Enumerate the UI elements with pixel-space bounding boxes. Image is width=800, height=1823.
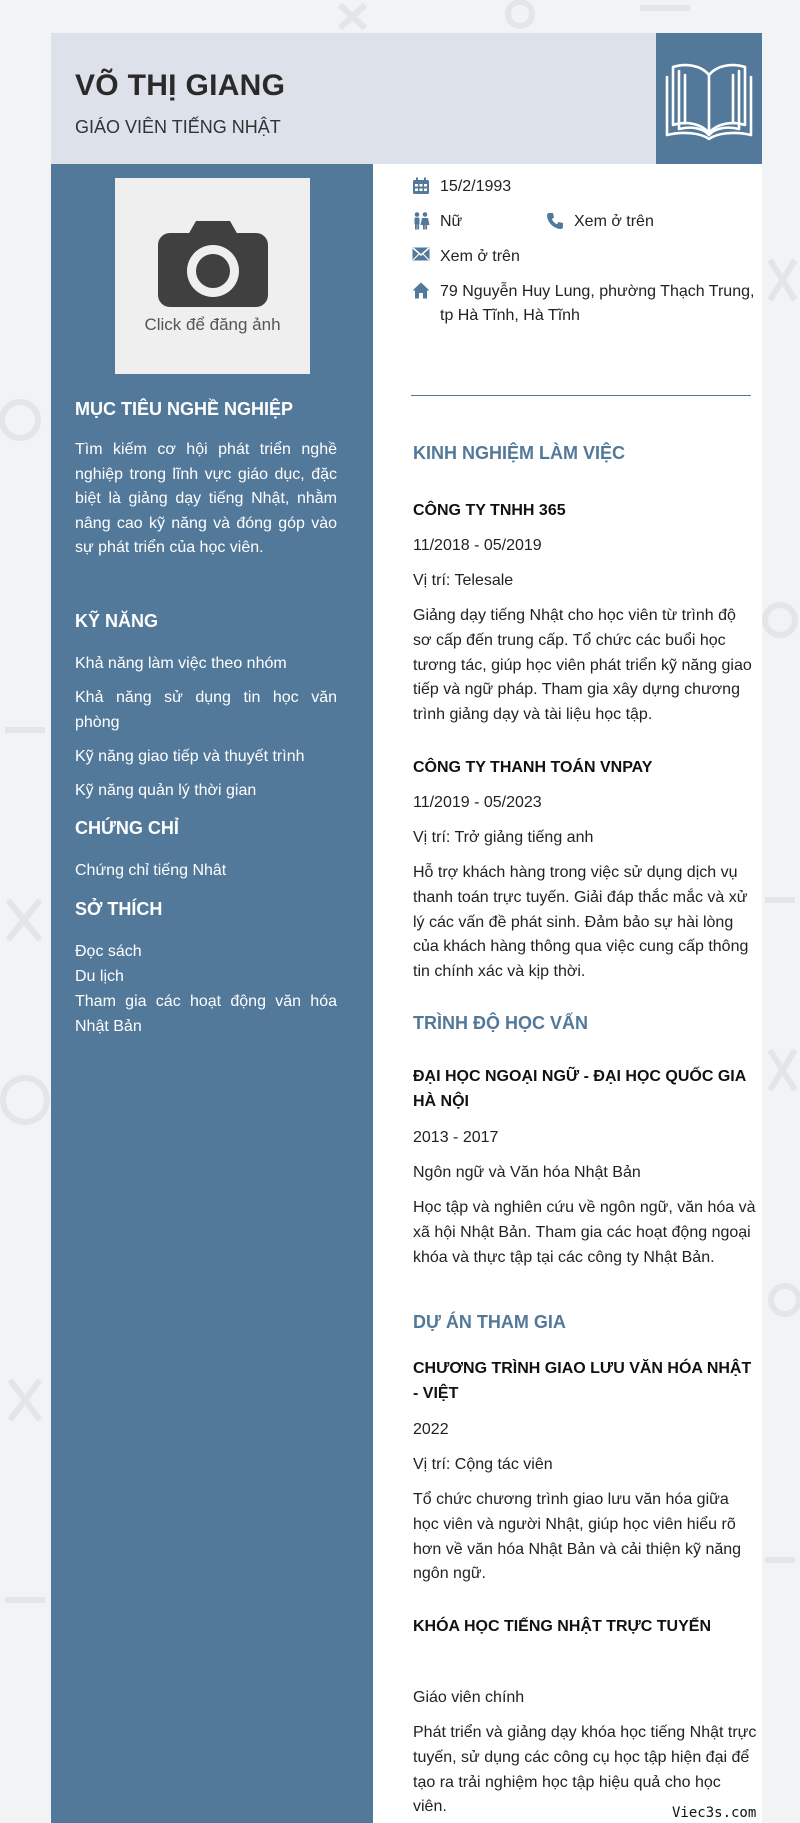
skill-item[interactable]: Kỹ năng giao tiếp và thuyết trình bbox=[75, 748, 305, 765]
candidate-job-title[interactable]: GIÁO VIÊN TIẾNG NHẬT bbox=[75, 117, 281, 137]
education-heading: TRÌNH ĐỘ HỌC VẤN bbox=[413, 1013, 588, 1033]
projects-heading: DỰ ÁN THAM GIA bbox=[413, 1312, 566, 1332]
experience-description[interactable]: Giảng dạy tiếng Nhật cho học viên từ trình độ sơ cấp đến trung cấp. Tổ chức các buổi học tương tác, giúp học viên phát triển kỹ năng giao tiếp và ngữ pháp. Tham gia xây dựng chương trình giảng dạy và tài liệu học tập. bbox=[413, 607, 752, 724]
calendar-icon bbox=[411, 175, 431, 195]
objective-heading: MỤC TIÊU NGHỀ NGHIỆP bbox=[75, 399, 294, 419]
camera-icon bbox=[154, 217, 272, 309]
cv-page bbox=[51, 33, 762, 1823]
hobby-item[interactable]: Đọc sách bbox=[75, 943, 142, 960]
candidate-name[interactable]: VÕ THỊ GIANG bbox=[75, 69, 286, 102]
header-logo bbox=[656, 33, 762, 164]
objective-text[interactable]: Tìm kiếm cơ hội phát triển nghề nghiệp trong lĩnh vực giáo dục, đặc biệt là giảng dạy tiếng Nhật, nhằm nâng cao kỹ năng và đóng góp vào sự phát triển của học viên. bbox=[75, 441, 337, 556]
open-book-icon bbox=[663, 53, 755, 145]
skill-item[interactable]: Kỹ năng quản lý thời gian bbox=[75, 782, 257, 799]
experience-position[interactable]: Vị trí: Trở giảng tiếng anh bbox=[413, 829, 594, 846]
project-year[interactable]: 2022 bbox=[413, 1421, 449, 1438]
experience-heading: KINH NGHIỆM LÀM VIỆC bbox=[413, 443, 626, 463]
envelope-icon bbox=[411, 245, 431, 261]
experience-company[interactable]: CÔNG TY THANH TOÁN VNPAY bbox=[413, 759, 653, 776]
project-name[interactable]: KHÓA HỌC TIẾNG NHẬT TRỰC TUYẾN bbox=[413, 1618, 712, 1635]
education-school[interactable]: ĐẠI HỌC NGOẠI NGỮ - ĐẠI HỌC QUỐC GIA HÀ NỘI bbox=[413, 1068, 746, 1110]
address-row bbox=[411, 280, 756, 328]
contact-divider bbox=[411, 395, 751, 396]
education-period[interactable]: 2013 - 2017 bbox=[413, 1129, 499, 1146]
email-row bbox=[411, 245, 520, 269]
certificate-item[interactable]: Chứng chỉ tiếng Nhât bbox=[75, 862, 227, 879]
address-value[interactable]: 79 Nguyễn Huy Lung, phường Thạch Trung, tp Hà Tĩnh, Hà Tĩnh bbox=[440, 283, 755, 324]
hobby-item[interactable]: Tham gia các hoạt động văn hóa Nhật Bản bbox=[75, 993, 337, 1035]
experience-period[interactable]: 11/2018 - 05/2019 bbox=[413, 537, 542, 554]
hobby-item[interactable]: Du lịch bbox=[75, 968, 124, 985]
birthday-row bbox=[411, 175, 511, 199]
phone-value[interactable]: Xem ở trên bbox=[574, 213, 654, 230]
experience-position[interactable]: Vị trí: Telesale bbox=[413, 572, 514, 589]
birthday-value[interactable]: 15/2/1993 bbox=[440, 178, 512, 195]
project-description[interactable]: Phát triển và giảng dạy khóa học tiếng Nhật trực tuyến, sử dụng các công cụ học tập hiện đại để tạo ra trải nghiệm học tập hiệu quả cho học viên. bbox=[413, 1724, 757, 1816]
experience-company[interactable]: CÔNG TY TNHH 365 bbox=[413, 502, 566, 519]
certificates-heading: CHỨNG CHỈ bbox=[75, 818, 179, 838]
hobbies-heading: SỞ THÍCH bbox=[75, 899, 163, 919]
cv-header bbox=[51, 33, 762, 164]
email-value[interactable]: Xem ở trên bbox=[440, 248, 520, 265]
photo-upload[interactable] bbox=[115, 178, 310, 374]
phone-icon bbox=[545, 210, 565, 230]
project-position[interactable]: Vị trí: Cộng tác viên bbox=[413, 1456, 553, 1473]
education-major[interactable]: Ngôn ngữ và Văn hóa Nhật Bản bbox=[413, 1164, 641, 1181]
gender-row bbox=[411, 210, 462, 234]
phone-row bbox=[545, 210, 654, 234]
gender-value[interactable]: Nữ bbox=[440, 213, 463, 230]
skill-item[interactable]: Khả năng làm việc theo nhóm bbox=[75, 655, 287, 672]
experience-period[interactable]: 11/2019 - 05/2023 bbox=[413, 794, 542, 811]
skill-item[interactable]: Khả năng sử dụng tin học văn phòng bbox=[75, 689, 337, 731]
experience-description[interactable]: Hỗ trợ khách hàng trong việc sử dụng dịch vụ thanh toán trực tuyến. Giải đáp thắc mắc và xử lý các vấn đề phát sinh. Đảm bảo sự hài lòng của khách hàng thông qua việc cung cấp thông tin chính xác và kịp thời. bbox=[413, 864, 749, 981]
skills-heading: KỸ NĂNG bbox=[75, 611, 159, 631]
education-description[interactable]: Học tập và nghiên cứu về ngôn ngữ, văn hóa và xã hội Nhật Bản. Tham gia các hoạt động ngoại khóa và thực tập tại các công ty Nhật Bản. bbox=[413, 1199, 756, 1266]
home-icon bbox=[411, 280, 431, 299]
photo-upload-label: Click để đăng ảnh bbox=[144, 315, 281, 334]
project-description[interactable]: Tổ chức chương trình giao lưu văn hóa giữa học viên và người Nhật, giúp học viên hiểu rõ hơn về văn hóa Nhật Bản và cải thiện kỹ năng ngôn ngữ. bbox=[413, 1491, 742, 1583]
project-role[interactable]: Giáo viên chính bbox=[413, 1689, 525, 1706]
cv-sidebar bbox=[51, 164, 373, 1823]
gender-icon bbox=[411, 210, 431, 230]
project-name[interactable]: CHƯƠNG TRÌNH GIAO LƯU VĂN HÓA NHẬT - VIỆT bbox=[413, 1360, 752, 1402]
site-watermark: Viec3s.com bbox=[672, 1805, 757, 1821]
